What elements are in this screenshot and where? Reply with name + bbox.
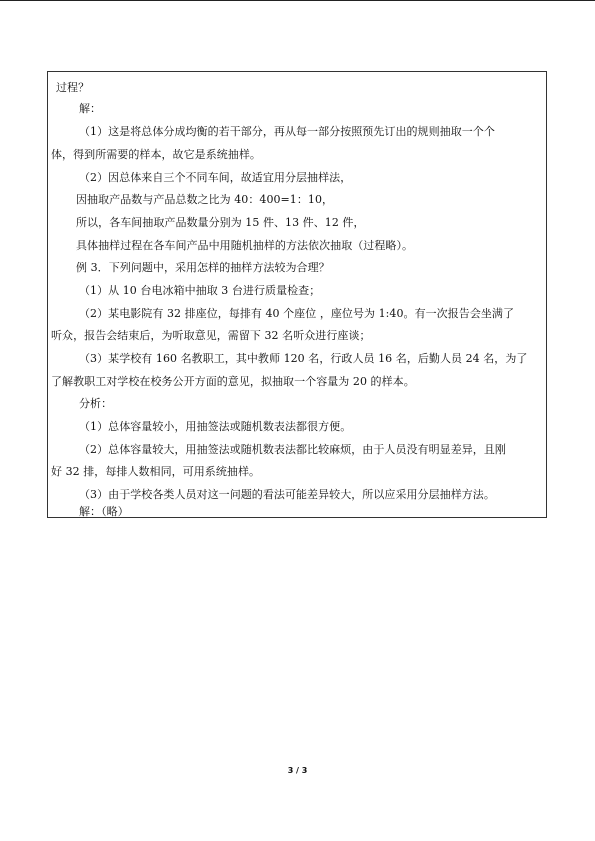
- text-line-2d: 具体抽样过程在各车间产品中用随机抽样的方法依次抽取（过程略）。: [76, 239, 414, 252]
- text-line-q3b: 了解教职工对学校在校务公开方面的意见，拟抽取一个容量为 20 的样本。: [51, 375, 415, 388]
- text-line-a2b: 好 32 排，每排人数相同，可用系统抽样。: [51, 465, 261, 478]
- text-line-example-3: 例 3．下列问题中，采用怎样的抽样方法较为合理？: [76, 261, 330, 274]
- text-line-a2a: （2）总体容量较大，用抽签法或随机数表法都比较麻烦，由于人员没有明显差异，且刚: [79, 443, 506, 456]
- text-line-a3: （3）由于学校各类人员对这一问题的看法可能差异较大，所以应采用分层抽样方法。: [79, 488, 495, 501]
- text-line-2b: 因抽取产品数与产品总数之比为 40：400=1：10，: [76, 193, 334, 206]
- text-line-solution-label: 解：: [79, 102, 102, 115]
- text-line-final-solution: 解：（略）: [79, 505, 129, 518]
- text-line-1a: （1）这是将总体分成均衡的若干部分，再从每一部分按照预先订出的规则抽取一个个: [79, 125, 495, 138]
- content-box: [47, 71, 547, 518]
- text-line-2a: （2）因总体来自三个不同车间，故适宜用分层抽样法，: [79, 171, 352, 184]
- text-line-process: 过程？: [56, 81, 90, 94]
- page-number: 3 / 3: [287, 766, 308, 775]
- text-line-analysis-label: 分析：: [79, 397, 113, 410]
- text-line-q2a: （2）某电影院有 32 排座位，每排有 40 个座位 ，座位号为 1:40。有一次报告会坐满了: [79, 307, 515, 320]
- text-line-2c: 所以，各车间抽取产品数量分别为 15 件、13 件、12 件，: [76, 216, 365, 229]
- text-line-q1: （1）从 10 台电冰箱中抽取 3 台进行质量检查；: [79, 284, 321, 297]
- text-line-1b: 体，得到所需要的样本，故它是系统抽样。: [51, 148, 261, 161]
- top-rule: [0, 0, 595, 1]
- text-line-q2b: 听众，报告会结束后，为听取意见，需留下 32 名听众进行座谈；: [51, 329, 371, 342]
- text-line-a1: （1）总体容量较小，用抽签法或随机数表法都很方便。: [79, 420, 352, 433]
- text-line-q3a: （3）某学校有 160 名教职工，其中教师 120 名，行政人员 16 名，后勤人员 24 名，为了: [79, 352, 528, 365]
